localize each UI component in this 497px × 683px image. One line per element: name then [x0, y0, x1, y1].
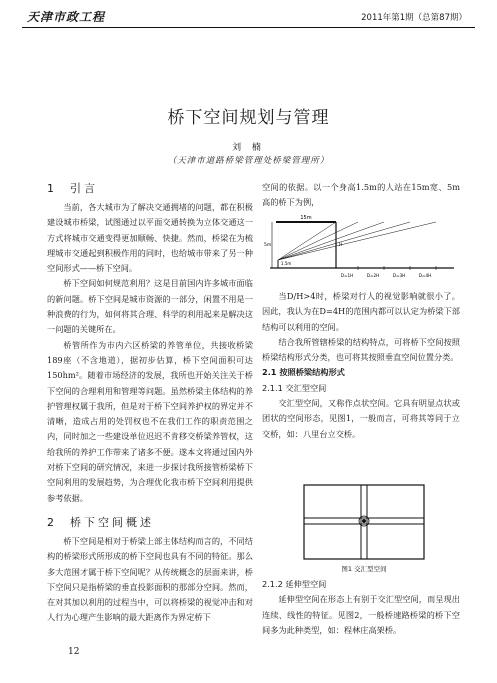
section-2-number: 2 — [47, 515, 57, 529]
section-2-heading — [47, 514, 253, 530]
sightline-diagram — [262, 212, 460, 282]
subsection-heading: 2.1.2 延伸型空间 — [262, 579, 327, 589]
section-2-title: 桥下空间概述 — [70, 515, 154, 529]
subsection-heading: 2.1 按照桥梁结构形式 — [262, 367, 345, 378]
paragraph: 延伸型空间在形态上有别于交汇型空间，而呈现出连续、线性的特征。见图2，一般桥速路桥梁的桥下空间多为此种类型，如：程林庄高架桥。 — [262, 594, 460, 635]
person-label: 1.5m — [281, 261, 292, 266]
right-column-end — [262, 577, 460, 638]
d-label: D=4H — [418, 273, 432, 278]
paragraph: 当前，各大城市为了解决交通拥堵的问题，都在积极建设城市桥梁，试图通过以平面交通转换为立体交通这一方式将城市交通变得更加顺畅、快捷。然而，桥梁在为梳理城市交通起到积极作用的同时，也给城市带来了另一种空间形式——桥下空间。 — [47, 202, 253, 274]
paragraph: 空间的依据。以一个身高1.5m的人站在15m宽、5m高的桥下为例， — [262, 182, 460, 208]
paragraph: 桥下空间是相对于桥梁上部主体结构而言的，不同结构的桥梁形式所形成的桥下空间也具有不同的特征。那么多大范围才属于桥下空间呢？从传统概念的层面来讲，桥下空间只是指桥梁的垂直投影面积的那部分空间。然而，在对其加以利用的过程当中，可以将桥梁的视觉冲击和对人行为心理产生影响的最大距离作为界定桥下 — [47, 535, 253, 623]
figure-1-interchange — [303, 484, 425, 560]
issue-info: 2011年第1期（总第87期） — [361, 13, 467, 23]
sightline — [278, 222, 410, 260]
d-label: D=3H — [392, 273, 406, 278]
width-label: 15m — [300, 215, 312, 221]
sightline — [278, 222, 336, 260]
subsection-heading: 2.1.1 交汇型空间 — [262, 382, 327, 393]
paragraph: 桥下空间如何规范利用？这是目前国内许多城市面临的新问题。桥下空间是城市资源的一部分，闲置不用是一种浪费的行为，如何将其合理、科学的利用起来是解决这一问题的关键所在。 — [47, 278, 253, 335]
left-column — [47, 180, 253, 626]
sightline — [278, 222, 384, 260]
figure-1-caption: 图1 交汇型空间 — [341, 565, 387, 573]
page-number: 12 — [68, 647, 80, 657]
section-1-number: 1 — [47, 182, 57, 195]
sightline — [278, 222, 358, 260]
h-label: H — [339, 243, 343, 248]
paragraph: 结合我所管辖桥梁的结构特点，可将桥下空间按照桥梁结构形式分类，也可将其按照垂直空间位置分类。 — [262, 336, 460, 363]
right-column-continued — [262, 289, 460, 442]
height-label: 5m — [264, 243, 272, 248]
paper-title: 桥下空间规划与管理 — [167, 108, 330, 128]
d-label: D=1H — [340, 273, 354, 278]
paragraph: 桥管所作为市内六区桥梁的养管单位，共接收桥梁189座（不含地道），据初步估算，桥下空间面积可达150hm²。随着市场经济的发展，我所也开始关注关于桥下空间的合理利用和管理等问题。虽然桥梁主体结构的养护管理权属于我所，但是对于桥下空间养护权的界定并不清晰，造成占用的处罚权也不在我们工作的职责范围之内，同时加之一些建设单位迟迟不肯移交桥梁养管权，这给我所的养护工作带来了诸多不便。遂本文将通过国内外对桥下空间的研究情况，来进一步探讨我所接管桥梁桥下空间利用的发展趋势，为合理优化我市桥下空间利用提供参考依据。 — [47, 339, 253, 503]
header-rule — [22, 27, 475, 28]
right-column — [262, 180, 460, 211]
section-1-heading — [47, 180, 253, 196]
paragraph: 当D/H>4时，桥梁对行人的视觉影响就很小了。因此，我认为在D=4H的范围内都可以认定为桥梁下部结构可以利用的空间。 — [262, 291, 460, 332]
affiliation: （天津市道路桥梁管理处桥梁管理所） — [167, 156, 330, 166]
author: 刘 楠 — [232, 143, 265, 153]
paragraph: 交汇型空间，又称作点状空间。它具有明显点状或团状的空间形态，见图1，一般而言，可将其等同于立交桥，如：八里台立交桥。 — [262, 398, 460, 439]
d-label: D=2H — [366, 273, 380, 278]
section-1-title: 引言 — [70, 182, 98, 195]
sightline — [278, 222, 436, 260]
journal-name: 天津市政工程 — [27, 10, 106, 24]
